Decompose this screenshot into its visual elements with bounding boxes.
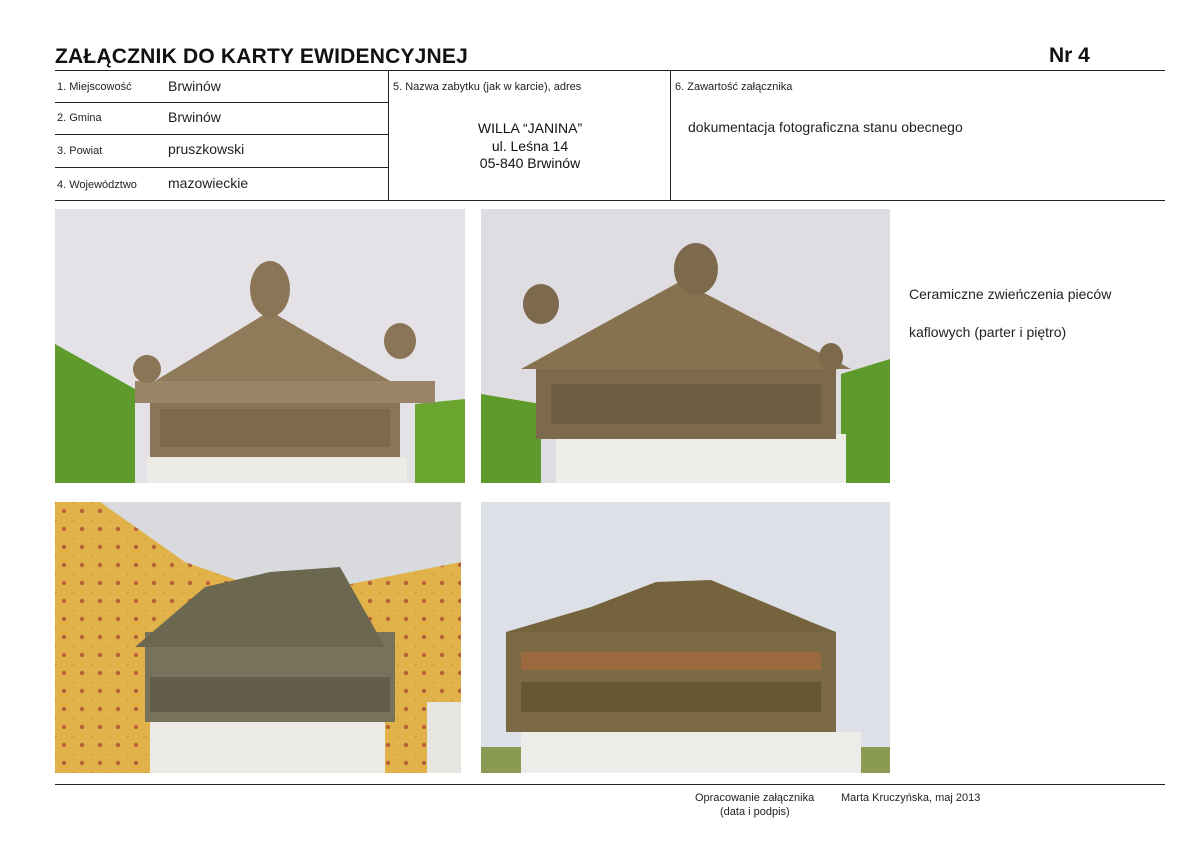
locality-value: Brwinów — [168, 78, 221, 94]
photo-stove-crown-3 — [55, 502, 461, 773]
row-divider-1 — [55, 102, 388, 103]
photo-stove-crown-2 — [481, 209, 890, 483]
column-divider-2 — [670, 70, 671, 200]
caption-line-1: Ceramiczne zwieńczenia pieców — [909, 286, 1112, 302]
table-bottom-rule — [55, 200, 1165, 201]
contents-label: 6. Zawartość załącznika — [675, 81, 793, 93]
column-divider-1 — [388, 70, 389, 200]
photo-stove-crown-4 — [481, 502, 890, 773]
photo-stove-crown-1 — [55, 209, 465, 483]
document-title: ZAŁĄCZNIK DO KARTY EWIDENCYJNEJ — [55, 45, 469, 68]
author-date: Marta Kruczyńska, maj 2013 — [841, 792, 981, 804]
commune-value: Brwinów — [168, 109, 221, 125]
row-divider-2 — [55, 134, 388, 135]
county-label: 3. Powiat — [57, 145, 103, 157]
locality-label: 1. Miejscowość — [57, 81, 132, 93]
row-divider-3 — [55, 167, 388, 168]
county-value: pruszkowski — [168, 141, 245, 157]
voivodeship-value: mazowieckie — [168, 175, 249, 191]
monument-address — [390, 118, 670, 172]
footer-rule — [55, 784, 1165, 785]
monument-label: 5. Nazwa zabytku (jak w karcie), adres — [393, 81, 582, 93]
prepared-label: Opracowanie załącznika — [695, 792, 815, 804]
monument-postal: 05-840 Brwinów — [479, 155, 581, 171]
monument-street: ul. Leśna 14 — [491, 138, 569, 154]
monument-name: WILLA “JANINA” — [477, 120, 583, 136]
commune-label: 2. Gmina — [57, 112, 102, 124]
caption-line-2: kaflowych (parter i piętro) — [909, 324, 1067, 340]
table-top-rule — [55, 70, 1165, 71]
attachment-number: Nr 4 — [1049, 44, 1090, 67]
contents-value: dokumentacja fotograficzna stanu obecnego — [688, 119, 963, 135]
voivodeship-label: 4. Województwo — [57, 179, 137, 191]
prepared-sub: (data i podpis) — [720, 806, 790, 818]
